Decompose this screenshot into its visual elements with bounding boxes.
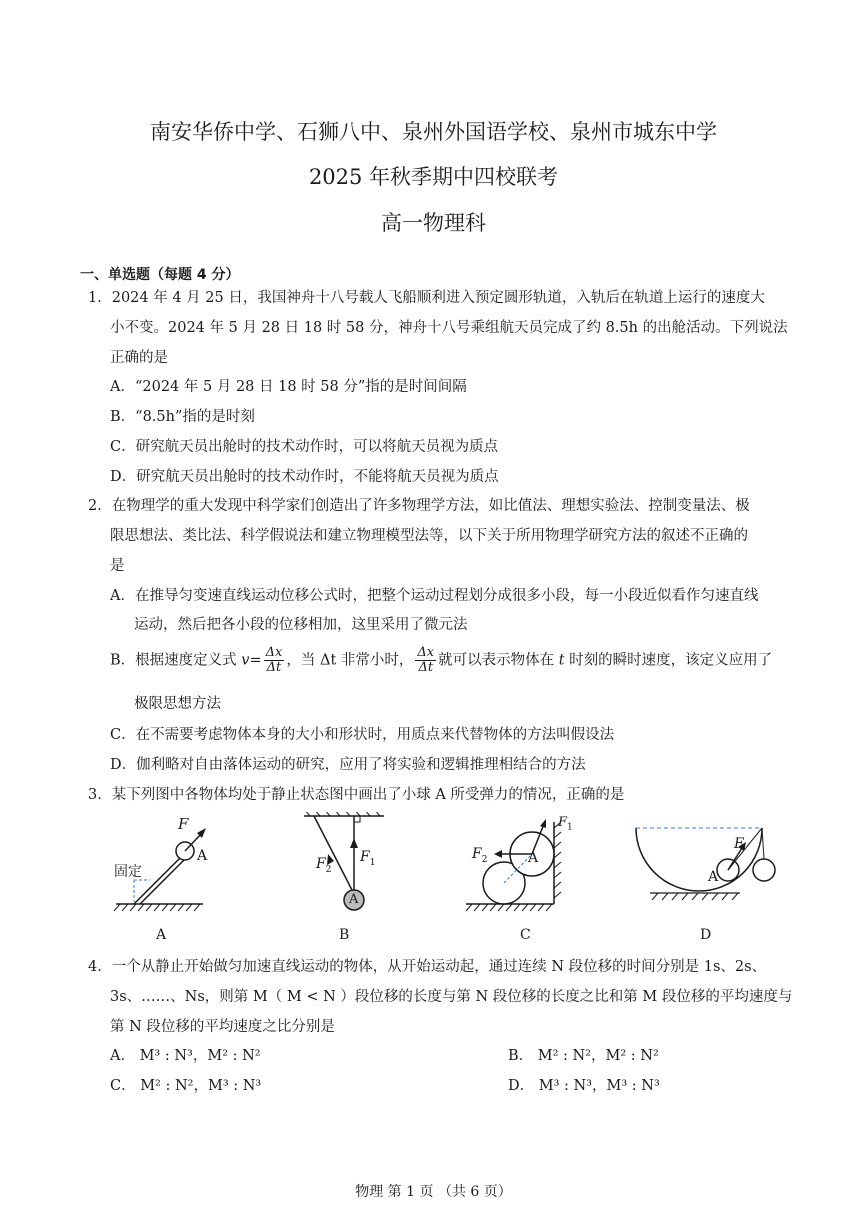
- figure-c-label: C: [520, 927, 531, 943]
- velocity-fraction: [264, 646, 285, 675]
- school-names: 南安华侨中学、石狮八中、泉州外国语学校、泉州市城东中学: [150, 120, 717, 144]
- q4-line1: 4．一个从静止开始做匀加速直线运动的物体，从开始运动起，通过连续 N 段位移的时间分别是 1s、2s、: [88, 959, 767, 975]
- section-title: 一、单选题（每题 4 分）: [80, 267, 240, 283]
- figure-b-label: B: [339, 927, 350, 943]
- q2-option-d: D．伽利略对自由落体运动的研究，应用了将实验和逻辑推理相结合的方法: [110, 757, 586, 773]
- q1-line2: 小不变。2024 年 5 月 28 日 18 时 58 分，神舟十八号乘组航天员完成了约 8.5h 的出舱活动。下列说法: [110, 320, 788, 336]
- q2-option-a-line2: 运动，然后把各小段的位移相加，这里采用了微元法: [134, 617, 468, 633]
- figure-a-fixed-label: 固定: [114, 864, 142, 880]
- figure-c-f2-label: $F_2$: [472, 846, 488, 865]
- figure-c-f1-label: $F_1$: [558, 815, 573, 833]
- time-symbol: t: [558, 652, 565, 669]
- q4-option-a: A． M³ : N³，M² : N²: [110, 1048, 261, 1064]
- q1-option-a: A．“2024 年 5 月 28 日 18 时 58 分”指的是时间间隔: [110, 379, 467, 395]
- q4-line2: 3s、……、Ns，则第 M（ M < N ）段位移的长度与第 N 段位移的长度之比和第 M 段位移的平均速度与: [110, 989, 793, 1005]
- equals-sign: =: [249, 652, 262, 669]
- q2-option-c: C．在不需要考虑物体本身的大小和形状时，用质点来代替物体的方法叫假设法: [110, 727, 615, 743]
- fraction-denominator-2: Δt: [418, 660, 434, 675]
- q4-option-c: C． M² : N²，M³ : N³: [110, 1078, 262, 1094]
- q1-line1: 1．2024 年 4 月 25 日，我国神舟十八号载人飞船顺利进入预定圆形轨道，入轨后在轨道上运行的速度大: [88, 290, 765, 306]
- figure-a-force-label: F: [178, 815, 189, 833]
- q1-option-b: B．“8.5h”指的是时刻: [110, 409, 255, 425]
- figure-b-f1-label: $F_1$: [360, 849, 376, 868]
- figure-b-ball-label: A: [349, 892, 359, 907]
- q1-option-c: C．研究航天员出舱时的技术动作时，可以将航天员视为质点: [110, 439, 499, 455]
- figure-b-hanging-ball: [296, 812, 396, 917]
- figure-c-ball-label: A: [528, 850, 539, 866]
- q2-line1: 2．在物理学的重大发现中科学家们创造出了许多物理学方法，如比值法、理想实验法、控制变量法、极: [88, 498, 750, 514]
- q3-line1: 3．某下列图中各物体均处于静止状态图中画出了小球 A 所受弹力的情况，正确的是: [88, 787, 625, 803]
- exam-title: 2025 年秋季期中四校联考: [308, 165, 559, 189]
- page-footer: 物理 第 1 页 （共 6 页）: [355, 1184, 512, 1200]
- q2-option-b-post1: 就可以表示物体在: [438, 652, 559, 669]
- q2-option-b-post2: 时刻的瞬时速度，该定义应用了: [564, 652, 773, 669]
- figure-b-f2-label: $F_2$: [316, 856, 332, 875]
- figure-d-force-label: F: [734, 836, 744, 852]
- q2-option-a-line1: A．在推导匀变速直线运动位移公式时，把整个运动过程划分成很多小段，每一小段近似看作匀速直线: [110, 588, 759, 604]
- figure-d-bowl: [630, 820, 790, 910]
- figure-a-ball-label: A: [197, 848, 208, 864]
- q2-option-b-line1: [110, 646, 772, 675]
- q2-option-b-mid: ，当 Δt 非常小时，: [286, 652, 414, 669]
- q1-line3: 正确的是: [110, 350, 168, 366]
- q2-line3: 是: [110, 558, 125, 574]
- q2-line2: 限思想法、类比法、科学假说法和建立物理模型法等，以下关于所用物理学研究方法的叙述不正确的: [110, 528, 748, 544]
- fraction-denominator: Δt: [266, 660, 282, 675]
- figure-a-label: A: [156, 927, 167, 943]
- q4-option-d: D． M³ : N³，M³ : N³: [508, 1078, 660, 1094]
- subject-title: 高一物理科: [381, 211, 486, 235]
- fraction-numerator: Δx: [265, 645, 283, 660]
- figure-d-label: D: [700, 927, 712, 943]
- velocity-symbol: v: [241, 652, 250, 669]
- q4-line3: 第 N 段位移的平均速度之比分别是: [110, 1019, 335, 1035]
- q4-option-b: B． M² : N²，M² : N²: [508, 1048, 659, 1064]
- figure-d-ball-label: A: [708, 869, 719, 885]
- q2-option-b-prefix: B．根据速度定义式: [110, 652, 242, 669]
- velocity-fraction-2: [415, 646, 436, 675]
- q1-option-d: D．研究航天员出舱时的技术动作时，不能将航天员视为质点: [110, 469, 499, 485]
- q2-option-b-line2: 极限思想方法: [134, 696, 221, 712]
- fraction-numerator-2: Δx: [417, 645, 435, 660]
